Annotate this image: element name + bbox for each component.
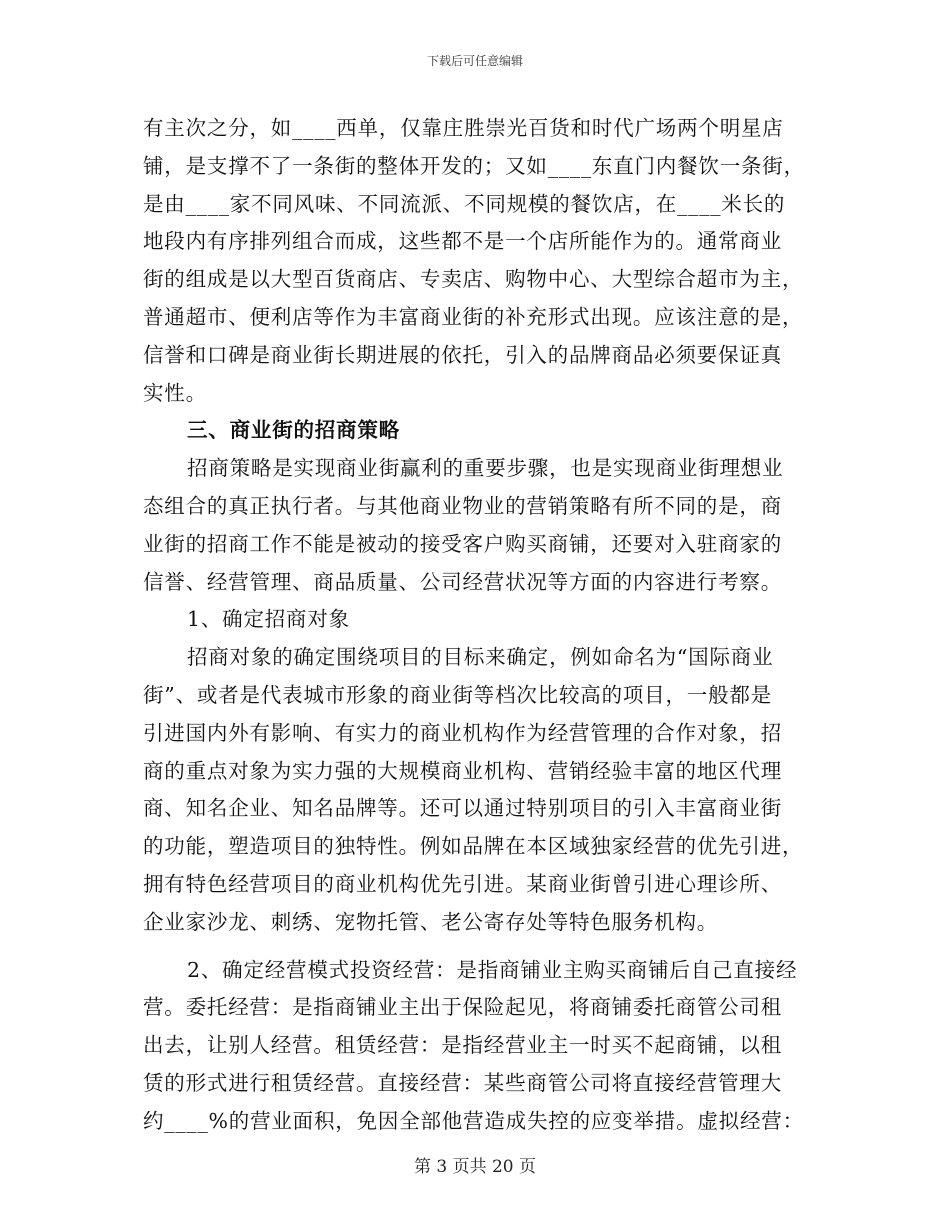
body-line: 街”、或者是代表城市形象的商业街等档次比较高的项目，一般都是 (143, 682, 772, 707)
body-line: 2、确定经营模式投资经营：是指商铺业主购买商铺后自己直接经 (187, 957, 798, 982)
body-line: 有主次之分，如____西单，仅靠庄胜崇光百货和时代广场两个明星店 (143, 116, 784, 140)
body-line: 实性。 (143, 380, 207, 405)
page-header: 下载后可任意编辑 (426, 54, 523, 68)
body-line: 拥有特色经营项目的商业机构优先引进。某商业街曾引进心理诊所、 (143, 871, 782, 896)
body-line: 营。委托经营：是指商铺业主出于保险起见，将商铺委托商管公司租 (143, 995, 782, 1020)
subsection-heading: 1、确定招商对象 (187, 607, 350, 632)
body-line: 的功能，塑造项目的独特性。例如品牌在本区域独家经营的优先引进， (143, 834, 804, 859)
page-footer: 第 3 页共 20 页 (413, 1157, 537, 1177)
body-line: 企业家沙龙、刺绣、宠物托管、老公寄存处等特色服务机构。 (143, 909, 719, 934)
document-body (143, 110, 811, 1141)
body-line: 商的重点对象为实力强的大规模商业机构、营销经验丰富的地区代理 (143, 758, 782, 783)
body-line: 铺，是支撑不了一条街的整体开发的；又如____东直门内餐饮一条街， (143, 153, 805, 178)
body-line: 出去，让别人经营。租赁经营：是指经营业主一时买不起商铺，以租 (143, 1033, 782, 1058)
body-line: 招商策略是实现商业街赢利的重要步骤，也是实现商业街理想业 (187, 456, 784, 481)
paragraph-gap (143, 942, 811, 952)
body-line: 招商对象的确定围绕项目的目标来确定，例如命名为“国际商业 (187, 645, 774, 670)
body-line: 引进国内外有影响、有实力的商业机构作为经营管理的合作对象，招 (143, 720, 782, 745)
body-line: 商、知名企业、知名品牌等。还可以通过特别项目的引入丰富商业街 (143, 796, 782, 821)
body-line: 是由____家不同风味、不同流派、不同规模的餐饮店，在____米长的 (143, 191, 786, 216)
body-line: 赁的形式进行租赁经营。直接经营：某些商管公司将直接经营管理大 (143, 1070, 782, 1095)
body-line: 信誉和口碑是商业街长期进展的依托，引入的品牌商品必须要保证真 (143, 342, 782, 367)
body-line: 街的组成是以大型百货商店、专卖店、购物中心、大型综合超市为主， (143, 267, 804, 292)
section-heading: 三、商业街的招商策略 (187, 418, 400, 443)
body-line: 态组合的真正执行者。与其他商业物业的营销策略有所不同的是，商 (143, 493, 782, 518)
body-line: 信誉、经营管理、商品质量、公司经营状况等方面的内容进行考察。 (143, 569, 782, 594)
body-line: 地段内有序排列组合而成，这些都不是一个店所能作为的。通常商业 (143, 229, 782, 254)
body-line: 约____%的营业面积，免因全部他营造成失控的应变举措。虚拟经营： (143, 1108, 804, 1133)
body-line: 业街的招商工作不能是被动的接受客户购买商铺，还要对入驻商家的 (143, 531, 782, 556)
body-line: 普通超市、便利店等作为丰富商业街的补充形式出现。应该注意的是， (143, 304, 804, 329)
